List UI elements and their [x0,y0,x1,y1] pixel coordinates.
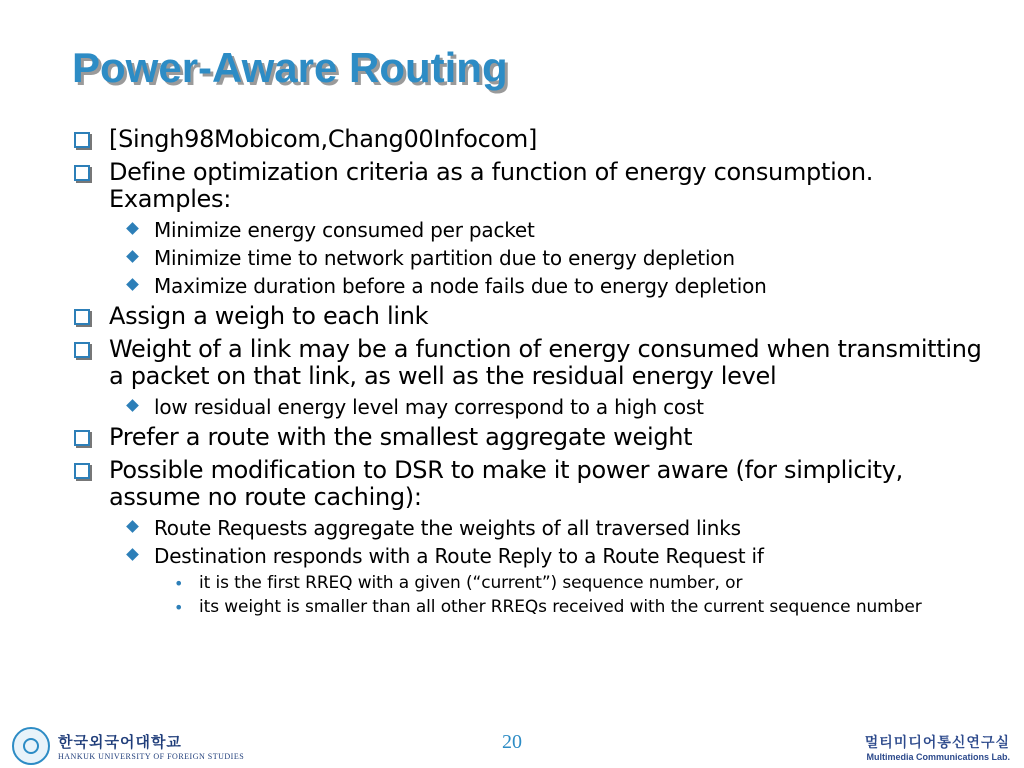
bullet-item [70,303,1000,330]
sub-bullet-text: Destination responds with a Route Reply to a Route Request if [154,544,764,568]
checkbox-bullet-icon [74,165,90,181]
sub-bullet-text: Route Requests aggregate the weights of all traversed links [154,516,741,540]
diamond-bullet-icon [126,250,139,263]
bullet-item [70,457,1000,511]
diamond-bullet-icon [126,548,139,561]
bullet-text: Possible modification to DSR to make it power aware (for simplicity, assume no route caching): [109,456,903,511]
university-name-english: HANKUK UNIVERSITY OF FOREIGN STUDIES [58,752,245,761]
bullet-text: Assign a weigh to each link [109,302,429,330]
sub-sub-bullet-item [70,573,1000,594]
sub-bullet-item [70,246,1000,270]
sub-bullet-text: Minimize time to network partition due to energy depletion [154,246,735,270]
diamond-bullet-icon [126,278,139,291]
checkbox-bullet-icon [74,463,90,479]
diamond-bullet-icon [126,399,139,412]
slide-title: Power-Aware Routing [72,44,508,91]
sub-bullet-item [70,395,1000,419]
lab-name-english: Multimedia Communications Lab. [866,752,1010,762]
dot-bullet-icon: • [174,598,184,617]
sub-sub-bullet-text: its weight is smaller than all other RREQs received with the current sequence number [199,597,922,617]
university-logo [12,728,244,764]
page-number: 20 [502,731,522,753]
sub-sub-bullet-text: it is the first RREQ with a given (“current”) sequence number, or [199,573,743,593]
sub-bullet-text: Minimize energy consumed per packet [154,218,535,242]
sub-bullet-text: low residual energy level may correspond to a high cost [154,395,704,419]
sub-bullet-item [70,544,1000,568]
checkbox-bullet-icon [74,132,90,148]
bullet-text: Define optimization criteria as a function of energy consumption. Examples: [109,158,874,213]
sub-sub-bullet-item [70,597,1000,618]
checkbox-bullet-icon [74,342,90,358]
bullet-item [70,336,1000,390]
sub-bullet-text: Maximize duration before a node fails due to energy depletion [154,274,767,298]
bullet-text: Prefer a route with the smallest aggregate weight [109,423,693,451]
checkbox-bullet-icon [74,430,90,446]
bullet-item [70,126,1000,153]
bullet-text: Weight of a link may be a function of energy consumed when transmitting a packet on that link, as well as the residual energy level [109,335,982,390]
lab-name-korean: 멀티미디어통신연구실 [864,735,1010,751]
sub-bullet-item [70,218,1000,242]
bullet-text: [Singh98Mobicom,Chang00Infocom] [109,125,538,153]
university-name-korean: 한국외국어대학교 [58,733,182,751]
diamond-bullet-icon [126,520,139,533]
bullet-item [70,424,1000,451]
university-seal-icon [12,727,50,765]
sub-bullet-item [70,274,1000,298]
lab-logo [865,732,1010,762]
bullet-item [70,159,1000,213]
dot-bullet-icon: • [174,574,184,593]
sub-bullet-item [70,516,1000,540]
diamond-bullet-icon [126,222,139,235]
checkbox-bullet-icon [74,309,90,325]
slide-content [70,126,1000,621]
